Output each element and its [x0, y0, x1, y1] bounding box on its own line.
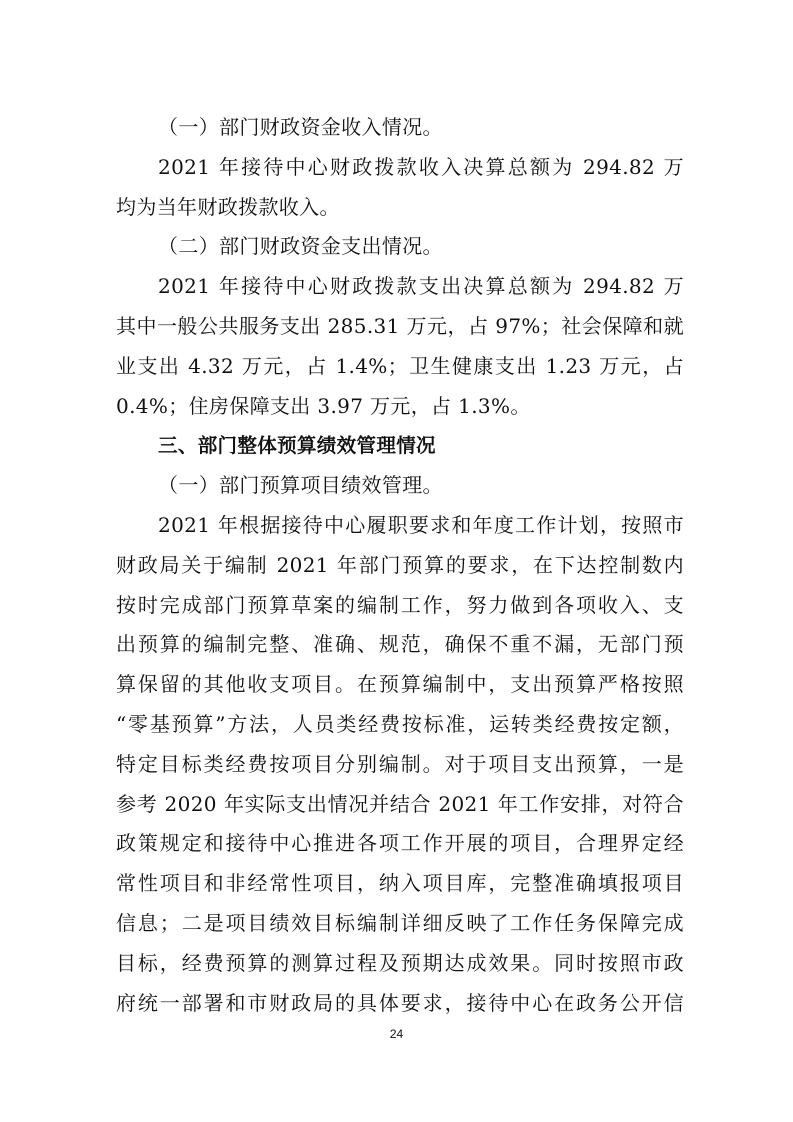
paragraph-line: 算保留的其他收支项目。在预算编制中，支出预算严格按照: [116, 672, 684, 697]
paragraph-line: 特定目标类经费按项目分别编制。对于项目支出预算，一是: [116, 751, 684, 776]
paragraph-line: 均为当年财政拨款收入。: [116, 194, 340, 219]
paragraph-line: 政策规定和接待中心推进各项工作开展的项目，合理界定经: [116, 831, 684, 856]
paragraph-line: 参考 2020 年实际支出情况并结合 2021 年工作安排，对符合: [116, 791, 684, 816]
subheading-expenditure: （二）部门财政资金支出情况。: [158, 234, 443, 259]
document-body: [116, 108, 684, 1023]
paragraph-line: 2021 年接待中心财政拨款支出决算总额为 294.82 万: [158, 274, 684, 299]
paragraph-line: 信息；二是项目绩效目标编制详细反映了工作任务保障完成: [116, 910, 684, 935]
paragraph-line: 按时完成部门预算草案的编制工作，努力做到各项收入、支: [116, 592, 684, 617]
paragraph-line: 业支出 4.32 万元，占 1.4%；卫生健康支出 1.23 万元，占: [116, 353, 684, 378]
paragraph-line: 财政局关于编制 2021 年部门预算的要求，在下达控制数内: [116, 552, 684, 577]
page-number: 24: [389, 1027, 404, 1041]
paragraph-line: “零基预算”方法，人员类经费按标准，运转类经费按定额，: [116, 711, 684, 736]
paragraph-line: 2021 年根据接待中心履职要求和年度工作计划，按照市: [158, 512, 684, 537]
paragraph-line: 目标，经费预算的测算过程及预期达成效果。同时按照市政: [116, 950, 684, 975]
paragraph-line: 府统一部署和市财政局的具体要求，接待中心在政务公开信: [116, 990, 684, 1015]
paragraph-line: 其中一般公共服务支出 285.31 万元，占 97%；社会保障和就: [116, 313, 684, 338]
subheading-revenue: （一）部门财政资金收入情况。: [158, 115, 443, 139]
paragraph-line: 0.4%；住房保障支出 3.97 万元，占 1.3%。: [116, 393, 531, 418]
paragraph-line: 常性项目和非经常性项目，纳入项目库，完整准确填报项目: [116, 871, 684, 896]
subheading-performance: （一）部门预算项目绩效管理。: [158, 473, 443, 498]
paragraph-line: 2021 年接待中心财政拨款收入决算总额为 294.82 万: [158, 154, 684, 179]
section-heading: 三、部门整体预算绩效管理情况: [158, 434, 436, 458]
paragraph-line: 出预算的编制完整、准确、规范，确保不重不漏，无部门预: [116, 632, 684, 657]
